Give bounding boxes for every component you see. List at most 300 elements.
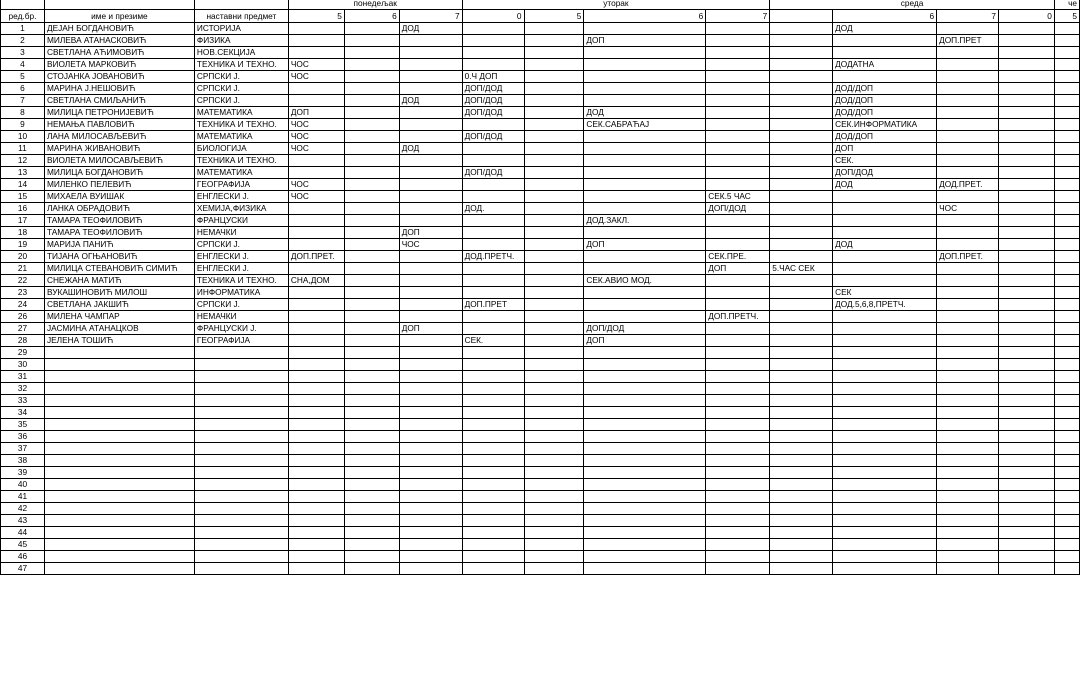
schedule-cell: [288, 263, 344, 275]
schedule-cell: [833, 47, 937, 59]
schedule-cell: [706, 83, 770, 95]
subject-cell: СРПСКИ Ј.: [194, 95, 288, 107]
subject-cell: ЕНГЛЕСКИ Ј.: [194, 191, 288, 203]
schedule-cell: [524, 443, 584, 455]
schedule-cell: [524, 551, 584, 563]
row-number-cell: 16: [1, 203, 45, 215]
teacher-name-cell: [44, 371, 194, 383]
schedule-cell: [937, 155, 999, 167]
schedule-cell: [524, 359, 584, 371]
schedule-cell: [399, 47, 462, 59]
schedule-cell: [288, 119, 344, 131]
schedule-cell: [706, 215, 770, 227]
header-subject: наставни предмет: [194, 10, 288, 23]
schedule-cell: [399, 227, 462, 239]
header-blank-cell: [44, 0, 194, 10]
schedule-cell: [770, 503, 833, 515]
schedule-cell: [584, 479, 706, 491]
schedule-cell: [833, 383, 937, 395]
schedule-entry: ДОД/ДОП: [835, 83, 874, 93]
teacher-name-cell: МИЛЕНА ЧАМПАР: [44, 311, 194, 323]
schedule-cell: [770, 83, 833, 95]
schedule-cell: [1054, 167, 1079, 179]
row-number-cell: 43: [1, 515, 45, 527]
schedule-entry: ДОД.: [464, 203, 485, 213]
schedule-cell: [584, 263, 706, 275]
schedule-cell: [999, 167, 1055, 179]
schedule-cell: [999, 527, 1055, 539]
table-row: [1, 203, 1080, 215]
schedule-cell: [999, 71, 1055, 83]
schedule-cell: [524, 191, 584, 203]
row-number-cell: 46: [1, 551, 45, 563]
schedule-cell: [770, 347, 833, 359]
period-header: 6: [584, 10, 706, 23]
schedule-entry: ЧОС: [290, 119, 309, 129]
schedule-cell: [937, 419, 999, 431]
schedule-cell: [524, 167, 584, 179]
schedule-cell: [344, 551, 399, 563]
schedule-cell: [399, 107, 462, 119]
schedule-cell: [706, 23, 770, 35]
schedule-cell: [770, 239, 833, 251]
schedule-cell: [1054, 131, 1079, 143]
schedule-cell: [706, 239, 770, 251]
schedule-cell: [706, 131, 770, 143]
schedule-cell: [937, 383, 999, 395]
schedule-cell: [524, 95, 584, 107]
schedule-cell: [999, 215, 1055, 227]
row-number-cell: 11: [1, 143, 45, 155]
schedule-cell: [770, 455, 833, 467]
teacher-name-cell: ЛАНКА ОБРАДОВИЋ: [44, 203, 194, 215]
schedule-cell: [399, 323, 462, 335]
subject-cell: [194, 443, 288, 455]
schedule-entry: ДОД: [835, 23, 853, 33]
schedule-cell: [462, 83, 524, 95]
row-number-cell: 38: [1, 455, 45, 467]
schedule-cell: [399, 263, 462, 275]
teacher-name-cell: [44, 491, 194, 503]
schedule-cell: [937, 359, 999, 371]
table-row: [1, 467, 1080, 479]
schedule-cell: [288, 83, 344, 95]
schedule-cell: [999, 371, 1055, 383]
schedule-cell: [584, 395, 706, 407]
schedule-cell: [770, 479, 833, 491]
schedule-cell: [1054, 359, 1079, 371]
table-row: [1, 431, 1080, 443]
subject-cell: ГЕОГРАФИЈА: [194, 335, 288, 347]
subject-cell: ТЕХНИКА И ТЕХНО.: [194, 275, 288, 287]
subject-cell: СРПСКИ Ј.: [194, 299, 288, 311]
table-row: [1, 179, 1080, 191]
schedule-cell: [706, 563, 770, 575]
schedule-cell: [399, 59, 462, 71]
subject-cell: ФРАНЦУСКИ Ј.: [194, 323, 288, 335]
teacher-name-cell: [44, 503, 194, 515]
teacher-name-cell: ЛАНА МИЛОСАВЉЕВИЋ: [44, 131, 194, 143]
schedule-cell: [524, 47, 584, 59]
schedule-cell: [706, 203, 770, 215]
schedule-cell: [584, 539, 706, 551]
schedule-cell: [770, 167, 833, 179]
schedule-cell: [706, 431, 770, 443]
teacher-name-cell: [44, 551, 194, 563]
teacher-name-cell: МИЛЕНКО ПЕЛЕВИЋ: [44, 179, 194, 191]
subject-cell: ТЕХНИКА И ТЕХНО.: [194, 59, 288, 71]
row-number-cell: 47: [1, 563, 45, 575]
schedule-cell: [770, 287, 833, 299]
schedule-cell: [937, 83, 999, 95]
schedule-cell: [999, 191, 1055, 203]
schedule-cell: [524, 203, 584, 215]
schedule-cell: [1054, 23, 1079, 35]
schedule-cell: [770, 467, 833, 479]
schedule-cell: [937, 443, 999, 455]
schedule-cell: [524, 491, 584, 503]
schedule-cell: [462, 167, 524, 179]
schedule-cell: [999, 47, 1055, 59]
schedule-cell: [399, 191, 462, 203]
schedule-cell: [999, 107, 1055, 119]
row-number-cell: 31: [1, 371, 45, 383]
schedule-cell: [462, 143, 524, 155]
schedule-cell: [833, 23, 937, 35]
table-row: [1, 539, 1080, 551]
schedule-cell: [462, 227, 524, 239]
schedule-cell: [770, 443, 833, 455]
schedule-cell: [584, 167, 706, 179]
day-thursday: че: [1054, 0, 1079, 10]
schedule-cell: [833, 431, 937, 443]
schedule-cell: [706, 347, 770, 359]
schedule-cell: [344, 503, 399, 515]
schedule-cell: [999, 263, 1055, 275]
schedule-cell: [344, 491, 399, 503]
schedule-cell: [344, 311, 399, 323]
schedule-cell: [288, 527, 344, 539]
schedule-cell: [524, 515, 584, 527]
schedule-cell: [524, 119, 584, 131]
schedule-cell: [770, 551, 833, 563]
schedule-cell: [288, 311, 344, 323]
subject-cell: ГЕОГРАФИЈА: [194, 179, 288, 191]
subject-cell: СРПСКИ Ј.: [194, 71, 288, 83]
schedule-cell: [1054, 299, 1079, 311]
schedule-cell: [770, 215, 833, 227]
teacher-name-cell: [44, 347, 194, 359]
schedule-cell: [399, 179, 462, 191]
schedule-cell: [524, 239, 584, 251]
schedule-cell: [770, 131, 833, 143]
schedule-cell: [706, 527, 770, 539]
schedule-cell: [833, 515, 937, 527]
schedule-cell: [833, 527, 937, 539]
schedule-cell: [937, 23, 999, 35]
schedule-cell: [399, 203, 462, 215]
teacher-name-cell: ВИОЛЕТА МИЛОСАВЉЕВИЋ: [44, 155, 194, 167]
row-number-cell: 9: [1, 119, 45, 131]
schedule-entry: СЕК.5 ЧАС: [708, 191, 751, 201]
period-header: 0: [999, 10, 1055, 23]
table-row: [1, 479, 1080, 491]
teacher-name-cell: МАРИНА Ј.НЕШОВИЋ: [44, 83, 194, 95]
row-number-cell: 17: [1, 215, 45, 227]
schedule-cell: [999, 407, 1055, 419]
row-number-cell: 20: [1, 251, 45, 263]
schedule-cell: [770, 419, 833, 431]
table-row: [1, 371, 1080, 383]
schedule-cell: [937, 263, 999, 275]
schedule-cell: [288, 539, 344, 551]
schedule-cell: [288, 167, 344, 179]
schedule-cell: [584, 431, 706, 443]
schedule-cell: [399, 551, 462, 563]
schedule-cell: [399, 215, 462, 227]
table-row: [1, 419, 1080, 431]
schedule-cell: [833, 263, 937, 275]
schedule-cell: [524, 131, 584, 143]
schedule-cell: [344, 455, 399, 467]
schedule-cell: [344, 443, 399, 455]
schedule-cell: [344, 371, 399, 383]
schedule-cell: [706, 503, 770, 515]
schedule-cell: [937, 287, 999, 299]
table-row: [1, 311, 1080, 323]
schedule-cell: [1054, 467, 1079, 479]
day-tuesday: уторак: [462, 0, 770, 10]
schedule-cell: [833, 155, 937, 167]
schedule-cell: [584, 491, 706, 503]
subject-cell: НЕМАЧКИ: [194, 227, 288, 239]
schedule-cell: [399, 131, 462, 143]
schedule-cell: [524, 431, 584, 443]
schedule-cell: [288, 155, 344, 167]
period-header: 6: [344, 10, 399, 23]
schedule-cell: [999, 455, 1055, 467]
schedule-cell: [288, 467, 344, 479]
schedule-cell: [937, 455, 999, 467]
table-row: [1, 107, 1080, 119]
schedule-cell: [706, 383, 770, 395]
schedule-cell: [524, 143, 584, 155]
schedule-cell: [288, 131, 344, 143]
subject-cell: ТЕХНИКА И ТЕХНО.: [194, 155, 288, 167]
schedule-cell: [344, 467, 399, 479]
schedule-cell: [1054, 563, 1079, 575]
schedule-entry: ДОП: [586, 239, 605, 249]
schedule-cell: [999, 323, 1055, 335]
period-header: [770, 10, 833, 23]
table-row: [1, 491, 1080, 503]
schedule-entry: СЕК.ИНФОРМАТИКА: [835, 119, 918, 129]
schedule-cell: [833, 239, 937, 251]
schedule-cell: [706, 407, 770, 419]
schedule-cell: [344, 431, 399, 443]
schedule-cell: [344, 299, 399, 311]
schedule-entry: ДОД.ПРЕТ.: [939, 179, 983, 189]
schedule-cell: [288, 335, 344, 347]
schedule-cell: [288, 35, 344, 47]
schedule-cell: [399, 467, 462, 479]
schedule-entry: 5.ЧАС СЕК: [772, 263, 815, 273]
schedule-cell: [288, 251, 344, 263]
schedule-cell: [399, 155, 462, 167]
subject-cell: МАТЕМАТИКА: [194, 167, 288, 179]
schedule-cell: [706, 359, 770, 371]
schedule-cell: [524, 275, 584, 287]
schedule-cell: [833, 395, 937, 407]
table-row: [1, 359, 1080, 371]
schedule-cell: [524, 539, 584, 551]
schedule-entry: ЧОС: [290, 59, 309, 69]
table-row: [1, 227, 1080, 239]
subject-cell: [194, 407, 288, 419]
teacher-name-cell: МИЛЕВА АТАНАСКОВИЋ: [44, 35, 194, 47]
schedule-cell: [1054, 551, 1079, 563]
schedule-cell: [344, 323, 399, 335]
schedule-cell: [937, 371, 999, 383]
schedule-cell: [770, 251, 833, 263]
schedule-cell: [770, 395, 833, 407]
schedule-cell: [344, 407, 399, 419]
schedule-entry: ЧОС: [290, 191, 309, 201]
schedule-cell: [937, 239, 999, 251]
schedule-cell: [999, 491, 1055, 503]
schedule-cell: [937, 503, 999, 515]
schedule-cell: [584, 287, 706, 299]
schedule-cell: [288, 107, 344, 119]
subject-cell: ХЕМИЈА,ФИЗИКА: [194, 203, 288, 215]
row-number-cell: 22: [1, 275, 45, 287]
schedule-cell: [462, 335, 524, 347]
schedule-cell: [399, 239, 462, 251]
schedule-cell: [937, 179, 999, 191]
schedule-cell: [399, 395, 462, 407]
schedule-cell: [833, 35, 937, 47]
row-number-cell: 40: [1, 479, 45, 491]
schedule-cell: [770, 263, 833, 275]
schedule-cell: [770, 143, 833, 155]
schedule-cell: [937, 407, 999, 419]
schedule-cell: [770, 71, 833, 83]
schedule-cell: [937, 47, 999, 59]
table-row: [1, 515, 1080, 527]
row-number-cell: 21: [1, 263, 45, 275]
schedule-cell: [462, 179, 524, 191]
header-days-row: [1, 0, 1080, 10]
schedule-cell: [462, 299, 524, 311]
schedule-cell: [1054, 335, 1079, 347]
teacher-name-cell: [44, 467, 194, 479]
day-monday: понедељак: [288, 0, 462, 10]
table-row: [1, 275, 1080, 287]
schedule-cell: [937, 491, 999, 503]
subject-cell: [194, 467, 288, 479]
schedule-cell: [344, 239, 399, 251]
schedule-cell: [999, 59, 1055, 71]
teacher-name-cell: [44, 395, 194, 407]
subject-cell: [194, 419, 288, 431]
schedule-cell: [462, 311, 524, 323]
schedule-cell: [584, 467, 706, 479]
table-row: [1, 131, 1080, 143]
schedule-entry: ДОП: [290, 107, 309, 117]
schedule-cell: [399, 419, 462, 431]
schedule-cell: [833, 479, 937, 491]
schedule-cell: [833, 275, 937, 287]
schedule-cell: [999, 287, 1055, 299]
schedule-cell: [344, 23, 399, 35]
schedule-entry: ДОП/ДОД: [464, 95, 503, 105]
subject-cell: [194, 371, 288, 383]
schedule-cell: [937, 275, 999, 287]
schedule-cell: [584, 59, 706, 71]
header-row-number: ред.бр.: [1, 10, 45, 23]
schedule-cell: [399, 455, 462, 467]
schedule-cell: [999, 155, 1055, 167]
period-header: 5: [288, 10, 344, 23]
schedule-cell: [937, 299, 999, 311]
table-row: [1, 143, 1080, 155]
schedule-cell: [344, 35, 399, 47]
teacher-name-cell: МИЛИЦА ПЕТРОНИЈЕВИЋ: [44, 107, 194, 119]
schedule-cell: [584, 527, 706, 539]
subject-cell: [194, 551, 288, 563]
schedule-cell: [344, 527, 399, 539]
schedule-cell: [288, 407, 344, 419]
schedule-cell: [462, 383, 524, 395]
schedule-entry: СЕК.САБРАЋАЈ: [586, 119, 650, 129]
header-name: име и презиме: [44, 10, 194, 23]
schedule-cell: [399, 383, 462, 395]
schedule-cell: [524, 347, 584, 359]
schedule-cell: [584, 347, 706, 359]
schedule-entry: ДОП.ПРЕТ: [939, 35, 982, 45]
subject-cell: МАТЕМАТИКА: [194, 131, 288, 143]
schedule-cell: [288, 563, 344, 575]
schedule-cell: [462, 479, 524, 491]
schedule-cell: [706, 227, 770, 239]
schedule-cell: [584, 383, 706, 395]
schedule-cell: [999, 419, 1055, 431]
schedule-cell: [584, 311, 706, 323]
row-number-cell: 1: [1, 23, 45, 35]
schedule-cell: [833, 227, 937, 239]
schedule-cell: [999, 395, 1055, 407]
period-header: 0: [462, 10, 524, 23]
schedule-cell: [999, 551, 1055, 563]
schedule-cell: [999, 23, 1055, 35]
schedule-cell: [999, 503, 1055, 515]
schedule-cell: [288, 419, 344, 431]
schedule-cell: [1054, 251, 1079, 263]
schedule-cell: [399, 167, 462, 179]
schedule-cell: [344, 191, 399, 203]
schedule-cell: [584, 47, 706, 59]
schedule-entry: ЧОС: [290, 143, 309, 153]
schedule-cell: [584, 515, 706, 527]
schedule-cell: [770, 35, 833, 47]
table-row: [1, 335, 1080, 347]
schedule-cell: [584, 299, 706, 311]
schedule-cell: [462, 467, 524, 479]
teacher-name-cell: МИЛИЦА БОГДАНОВИЋ: [44, 167, 194, 179]
schedule-cell: [937, 167, 999, 179]
schedule-cell: [462, 275, 524, 287]
schedule-cell: [288, 383, 344, 395]
